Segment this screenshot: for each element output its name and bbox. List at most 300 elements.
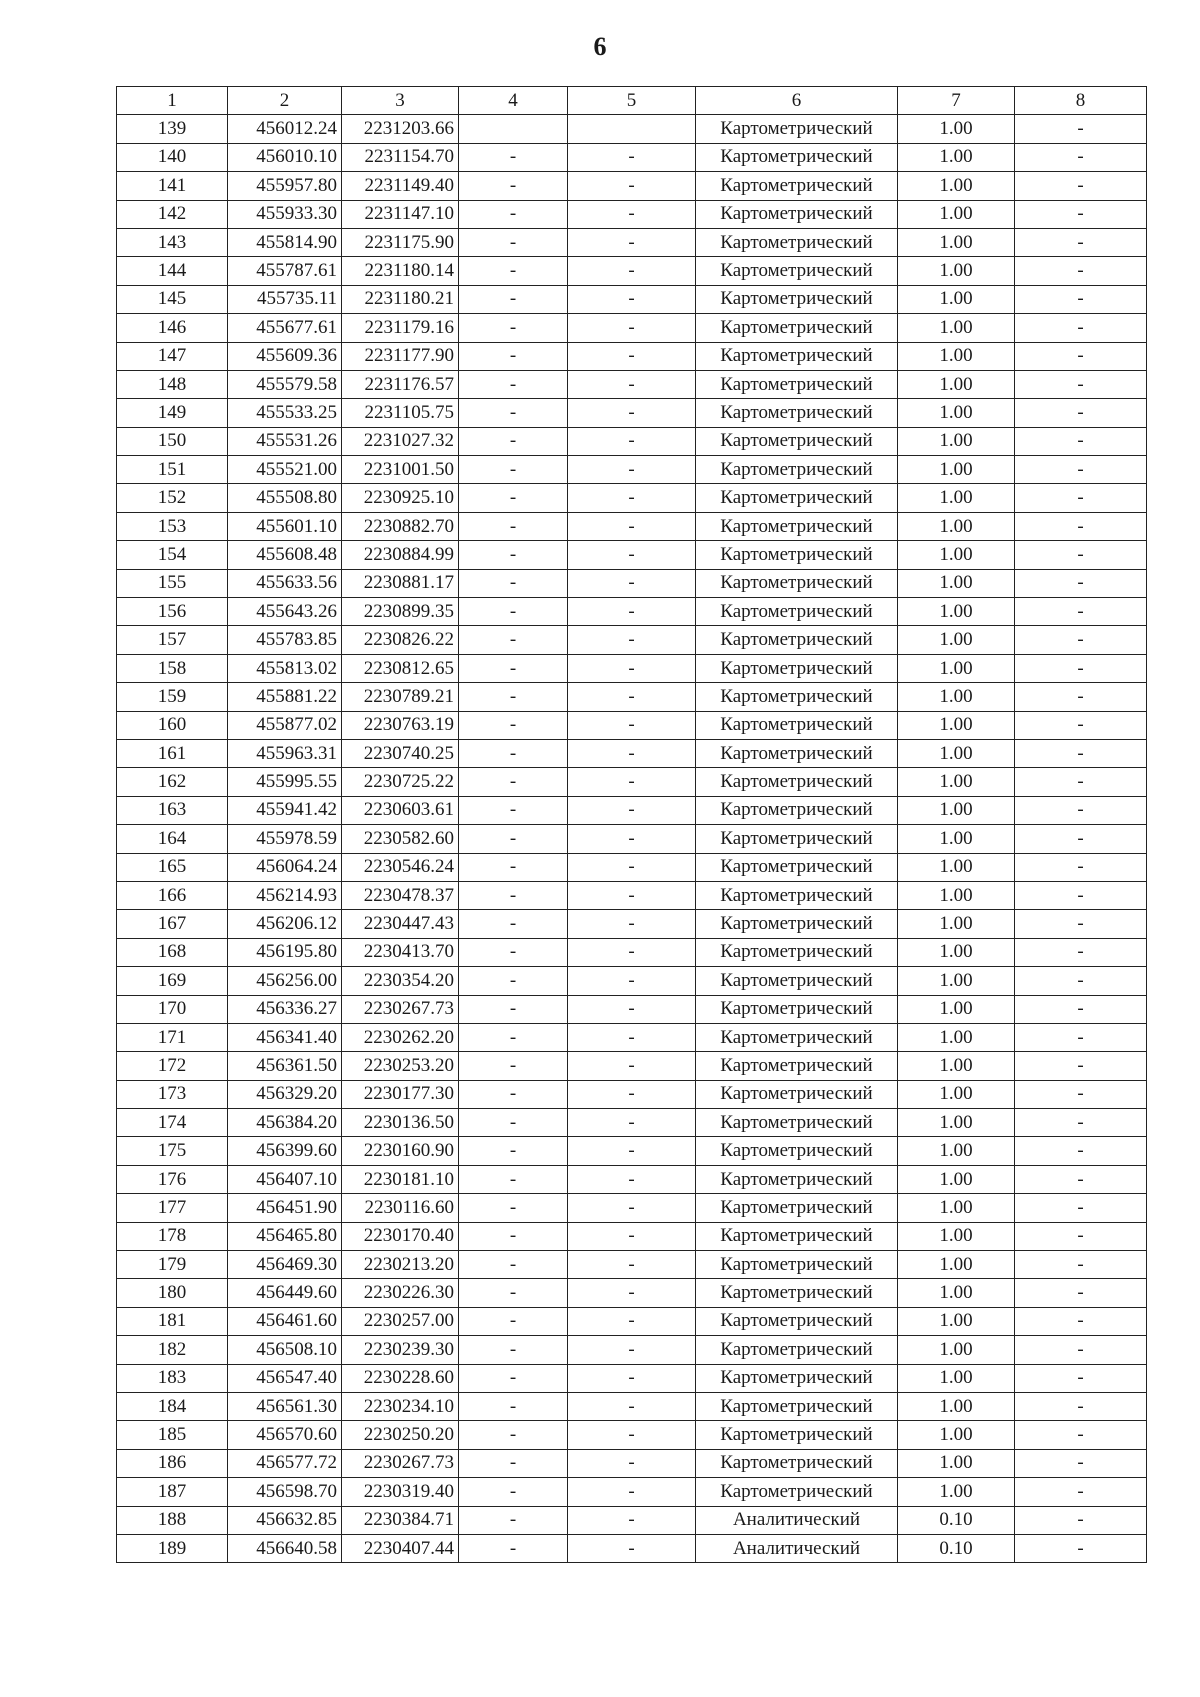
column-4-cell: -	[459, 569, 568, 597]
x-coordinate-cell: 455608.48	[228, 541, 342, 569]
table-row	[117, 427, 1147, 455]
accuracy-cell: 1.00	[898, 881, 1015, 909]
accuracy-cell: 1.00	[898, 1478, 1015, 1506]
column-8-cell: -	[1015, 683, 1147, 711]
y-coordinate-cell: 2231154.70	[342, 143, 459, 171]
method-cell: Картометрический	[696, 711, 898, 739]
table-row	[117, 1336, 1147, 1364]
point-number-cell: 170	[117, 995, 228, 1023]
method-cell: Картометрический	[696, 825, 898, 853]
accuracy-cell: 1.00	[898, 768, 1015, 796]
accuracy-cell: 1.00	[898, 143, 1015, 171]
column-8-cell: -	[1015, 1137, 1147, 1165]
x-coordinate-cell: 455813.02	[228, 654, 342, 682]
accuracy-cell: 1.00	[898, 1137, 1015, 1165]
method-cell: Картометрический	[696, 1251, 898, 1279]
accuracy-cell: 1.00	[898, 598, 1015, 626]
point-number-cell: 145	[117, 285, 228, 313]
accuracy-cell: 1.00	[898, 626, 1015, 654]
column-8-cell: -	[1015, 1421, 1147, 1449]
table-row	[117, 1222, 1147, 1250]
column-4-cell: -	[459, 1109, 568, 1137]
method-cell: Картометрический	[696, 598, 898, 626]
column-4-cell	[459, 115, 568, 143]
x-coordinate-cell: 456508.10	[228, 1336, 342, 1364]
column-5-cell: -	[568, 427, 696, 455]
column-8-cell: -	[1015, 910, 1147, 938]
column-5-cell: -	[568, 1165, 696, 1193]
x-coordinate-cell: 455633.56	[228, 569, 342, 597]
y-coordinate-cell: 2231180.21	[342, 285, 459, 313]
column-5-cell: -	[568, 1506, 696, 1534]
column-8-cell: -	[1015, 314, 1147, 342]
x-coordinate-cell: 456469.30	[228, 1251, 342, 1279]
column-4-cell: -	[459, 1336, 568, 1364]
column-header: 4	[459, 87, 568, 115]
column-8-cell: -	[1015, 739, 1147, 767]
point-number-cell: 188	[117, 1506, 228, 1534]
table-row	[117, 1165, 1147, 1193]
column-8-cell: -	[1015, 967, 1147, 995]
column-5-cell: -	[568, 1534, 696, 1562]
accuracy-cell: 1.00	[898, 512, 1015, 540]
accuracy-cell: 1.00	[898, 285, 1015, 313]
x-coordinate-cell: 455601.10	[228, 512, 342, 540]
method-cell: Картометрический	[696, 967, 898, 995]
point-number-cell: 168	[117, 938, 228, 966]
column-4-cell: -	[459, 1165, 568, 1193]
column-header: 7	[898, 87, 1015, 115]
accuracy-cell: 1.00	[898, 370, 1015, 398]
method-cell: Картометрический	[696, 342, 898, 370]
point-number-cell: 182	[117, 1336, 228, 1364]
accuracy-cell: 1.00	[898, 1194, 1015, 1222]
accuracy-cell: 1.00	[898, 910, 1015, 938]
column-5-cell: -	[568, 1392, 696, 1420]
column-5-cell: -	[568, 1251, 696, 1279]
column-4-cell: -	[459, 427, 568, 455]
accuracy-cell: 1.00	[898, 1449, 1015, 1477]
table-row	[117, 314, 1147, 342]
y-coordinate-cell: 2230899.35	[342, 598, 459, 626]
column-5-cell: -	[568, 1449, 696, 1477]
y-coordinate-cell: 2231147.10	[342, 200, 459, 228]
table-row	[117, 399, 1147, 427]
column-8-cell: -	[1015, 1449, 1147, 1477]
column-5-cell: -	[568, 1364, 696, 1392]
column-5-cell: -	[568, 1137, 696, 1165]
column-4-cell: -	[459, 1279, 568, 1307]
column-8-cell: -	[1015, 200, 1147, 228]
x-coordinate-cell: 455787.61	[228, 257, 342, 285]
method-cell: Картометрический	[696, 910, 898, 938]
x-coordinate-cell: 456195.80	[228, 938, 342, 966]
y-coordinate-cell: 2231177.90	[342, 342, 459, 370]
y-coordinate-cell: 2230413.70	[342, 938, 459, 966]
column-4-cell: -	[459, 1307, 568, 1335]
column-5-cell: -	[568, 853, 696, 881]
method-cell: Картометрический	[696, 228, 898, 256]
point-number-cell: 148	[117, 370, 228, 398]
column-5-cell: -	[568, 683, 696, 711]
table-row	[117, 598, 1147, 626]
table-row	[117, 1478, 1147, 1506]
column-8-cell: -	[1015, 427, 1147, 455]
x-coordinate-cell: 455978.59	[228, 825, 342, 853]
accuracy-cell: 1.00	[898, 484, 1015, 512]
column-4-cell: -	[459, 172, 568, 200]
column-4-cell: -	[459, 484, 568, 512]
method-cell: Картометрический	[696, 1364, 898, 1392]
method-cell: Картометрический	[696, 1336, 898, 1364]
accuracy-cell: 1.00	[898, 1222, 1015, 1250]
accuracy-cell: 1.00	[898, 456, 1015, 484]
column-4-cell: -	[459, 654, 568, 682]
point-number-cell: 174	[117, 1109, 228, 1137]
column-8-cell: -	[1015, 938, 1147, 966]
column-8-cell: -	[1015, 1080, 1147, 1108]
y-coordinate-cell: 2231027.32	[342, 427, 459, 455]
column-4-cell: -	[459, 711, 568, 739]
column-8-cell: -	[1015, 1478, 1147, 1506]
column-8-cell: -	[1015, 1251, 1147, 1279]
y-coordinate-cell: 2231176.57	[342, 370, 459, 398]
column-header: 6	[696, 87, 898, 115]
table-row	[117, 115, 1147, 143]
y-coordinate-cell: 2230319.40	[342, 1478, 459, 1506]
table-row	[117, 768, 1147, 796]
accuracy-cell: 1.00	[898, 1421, 1015, 1449]
x-coordinate-cell: 455735.11	[228, 285, 342, 313]
table-row	[117, 1506, 1147, 1534]
column-5-cell: -	[568, 569, 696, 597]
accuracy-cell: 1.00	[898, 257, 1015, 285]
column-5-cell: -	[568, 257, 696, 285]
method-cell: Картометрический	[696, 1194, 898, 1222]
x-coordinate-cell: 456064.24	[228, 853, 342, 881]
point-number-cell: 159	[117, 683, 228, 711]
column-4-cell: -	[459, 512, 568, 540]
column-4-cell: -	[459, 1251, 568, 1279]
column-4-cell: -	[459, 1421, 568, 1449]
x-coordinate-cell: 455677.61	[228, 314, 342, 342]
method-cell: Аналитический	[696, 1506, 898, 1534]
column-8-cell: -	[1015, 626, 1147, 654]
point-number-cell: 153	[117, 512, 228, 540]
table-row	[117, 683, 1147, 711]
table-row	[117, 342, 1147, 370]
x-coordinate-cell: 455933.30	[228, 200, 342, 228]
y-coordinate-cell: 2230262.20	[342, 1023, 459, 1051]
column-8-cell: -	[1015, 1307, 1147, 1335]
y-coordinate-cell: 2230925.10	[342, 484, 459, 512]
column-8-cell: -	[1015, 796, 1147, 824]
point-number-cell: 154	[117, 541, 228, 569]
x-coordinate-cell: 456206.12	[228, 910, 342, 938]
y-coordinate-cell: 2230740.25	[342, 739, 459, 767]
column-5-cell: -	[568, 1307, 696, 1335]
column-8-cell: -	[1015, 1109, 1147, 1137]
column-5-cell: -	[568, 739, 696, 767]
column-8-cell: -	[1015, 853, 1147, 881]
column-4-cell: -	[459, 370, 568, 398]
column-4-cell: -	[459, 995, 568, 1023]
point-number-cell: 150	[117, 427, 228, 455]
x-coordinate-cell: 456010.10	[228, 143, 342, 171]
x-coordinate-cell: 456598.70	[228, 1478, 342, 1506]
table-header	[117, 87, 1147, 115]
column-8-cell: -	[1015, 1534, 1147, 1562]
y-coordinate-cell: 2230546.24	[342, 853, 459, 881]
accuracy-cell: 0.10	[898, 1506, 1015, 1534]
y-coordinate-cell: 2230239.30	[342, 1336, 459, 1364]
y-coordinate-cell: 2230228.60	[342, 1364, 459, 1392]
column-5-cell: -	[568, 399, 696, 427]
point-number-cell: 161	[117, 739, 228, 767]
method-cell: Картометрический	[696, 1478, 898, 1506]
accuracy-cell: 1.00	[898, 541, 1015, 569]
column-8-cell: -	[1015, 1364, 1147, 1392]
table-row	[117, 1080, 1147, 1108]
column-4-cell: -	[459, 399, 568, 427]
x-coordinate-cell: 455963.31	[228, 739, 342, 767]
y-coordinate-cell: 2230447.43	[342, 910, 459, 938]
column-4-cell: -	[459, 257, 568, 285]
table-row	[117, 825, 1147, 853]
column-4-cell: -	[459, 1534, 568, 1562]
column-4-cell: -	[459, 1478, 568, 1506]
point-number-cell: 142	[117, 200, 228, 228]
point-number-cell: 185	[117, 1421, 228, 1449]
column-5-cell: -	[568, 1421, 696, 1449]
y-coordinate-cell: 2230884.99	[342, 541, 459, 569]
column-5-cell: -	[568, 1052, 696, 1080]
method-cell: Картометрический	[696, 370, 898, 398]
column-5-cell: -	[568, 768, 696, 796]
method-cell: Картометрический	[696, 654, 898, 682]
column-5-cell: -	[568, 825, 696, 853]
x-coordinate-cell: 456451.90	[228, 1194, 342, 1222]
table-row	[117, 257, 1147, 285]
x-coordinate-cell: 456547.40	[228, 1364, 342, 1392]
method-cell: Картометрический	[696, 768, 898, 796]
x-coordinate-cell: 455508.80	[228, 484, 342, 512]
column-5-cell: -	[568, 1478, 696, 1506]
column-4-cell: -	[459, 825, 568, 853]
x-coordinate-cell: 455881.22	[228, 683, 342, 711]
x-coordinate-cell: 455521.00	[228, 456, 342, 484]
x-coordinate-cell: 455579.58	[228, 370, 342, 398]
y-coordinate-cell: 2230267.73	[342, 1449, 459, 1477]
point-number-cell: 165	[117, 853, 228, 881]
column-8-cell: -	[1015, 456, 1147, 484]
table-row	[117, 228, 1147, 256]
y-coordinate-cell: 2230253.20	[342, 1052, 459, 1080]
table-row	[117, 484, 1147, 512]
column-4-cell: -	[459, 1392, 568, 1420]
accuracy-cell: 1.00	[898, 427, 1015, 455]
x-coordinate-cell: 455609.36	[228, 342, 342, 370]
y-coordinate-cell: 2230725.22	[342, 768, 459, 796]
y-coordinate-cell: 2230267.73	[342, 995, 459, 1023]
accuracy-cell: 1.00	[898, 1023, 1015, 1051]
column-5-cell: -	[568, 541, 696, 569]
table-row	[117, 1449, 1147, 1477]
column-8-cell: -	[1015, 1506, 1147, 1534]
column-5-cell: -	[568, 1222, 696, 1250]
table-row	[117, 1307, 1147, 1335]
method-cell: Картометрический	[696, 200, 898, 228]
x-coordinate-cell: 455877.02	[228, 711, 342, 739]
column-8-cell: -	[1015, 1165, 1147, 1193]
method-cell: Картометрический	[696, 541, 898, 569]
column-8-cell: -	[1015, 654, 1147, 682]
column-5-cell: -	[568, 938, 696, 966]
accuracy-cell: 1.00	[898, 739, 1015, 767]
column-5-cell: -	[568, 342, 696, 370]
column-5-cell: -	[568, 370, 696, 398]
column-8-cell: -	[1015, 569, 1147, 597]
column-8-cell: -	[1015, 768, 1147, 796]
table-row	[117, 569, 1147, 597]
accuracy-cell: 1.00	[898, 1080, 1015, 1108]
point-number-cell: 156	[117, 598, 228, 626]
column-8-cell: -	[1015, 399, 1147, 427]
accuracy-cell: 1.00	[898, 228, 1015, 256]
accuracy-cell: 1.00	[898, 115, 1015, 143]
x-coordinate-cell: 456570.60	[228, 1421, 342, 1449]
y-coordinate-cell: 2230160.90	[342, 1137, 459, 1165]
accuracy-cell: 1.00	[898, 1251, 1015, 1279]
column-5-cell: -	[568, 626, 696, 654]
column-5-cell: -	[568, 1080, 696, 1108]
column-5-cell: -	[568, 143, 696, 171]
column-5-cell: -	[568, 456, 696, 484]
table-row	[117, 1534, 1147, 1562]
column-8-cell: -	[1015, 1194, 1147, 1222]
y-coordinate-cell: 2230384.71	[342, 1506, 459, 1534]
table-row	[117, 285, 1147, 313]
accuracy-cell: 1.00	[898, 1279, 1015, 1307]
column-4-cell: -	[459, 598, 568, 626]
x-coordinate-cell: 455957.80	[228, 172, 342, 200]
y-coordinate-cell: 2230226.30	[342, 1279, 459, 1307]
column-4-cell: -	[459, 1194, 568, 1222]
column-8-cell: -	[1015, 1023, 1147, 1051]
x-coordinate-cell: 456336.27	[228, 995, 342, 1023]
column-4-cell: -	[459, 739, 568, 767]
column-5-cell	[568, 115, 696, 143]
column-8-cell: -	[1015, 370, 1147, 398]
method-cell: Картометрический	[696, 1109, 898, 1137]
column-8-cell: -	[1015, 143, 1147, 171]
column-5-cell: -	[568, 654, 696, 682]
x-coordinate-cell: 455995.55	[228, 768, 342, 796]
column-8-cell: -	[1015, 342, 1147, 370]
point-number-cell: 178	[117, 1222, 228, 1250]
column-5-cell: -	[568, 796, 696, 824]
table-row	[117, 143, 1147, 171]
x-coordinate-cell: 456407.10	[228, 1165, 342, 1193]
table-row	[117, 1137, 1147, 1165]
y-coordinate-cell: 2230177.30	[342, 1080, 459, 1108]
page-number: 6	[593, 32, 607, 61]
x-coordinate-cell: 455531.26	[228, 427, 342, 455]
column-4-cell: -	[459, 853, 568, 881]
method-cell: Картометрический	[696, 512, 898, 540]
table-row	[117, 796, 1147, 824]
method-cell: Картометрический	[696, 1421, 898, 1449]
accuracy-cell: 1.00	[898, 683, 1015, 711]
column-4-cell: -	[459, 1052, 568, 1080]
column-8-cell: -	[1015, 995, 1147, 1023]
point-number-cell: 140	[117, 143, 228, 171]
column-5-cell: -	[568, 598, 696, 626]
point-number-cell: 160	[117, 711, 228, 739]
column-4-cell: -	[459, 938, 568, 966]
y-coordinate-cell: 2230763.19	[342, 711, 459, 739]
point-number-cell: 181	[117, 1307, 228, 1335]
point-number-cell: 169	[117, 967, 228, 995]
point-number-cell: 151	[117, 456, 228, 484]
table-row	[117, 1194, 1147, 1222]
point-number-cell: 171	[117, 1023, 228, 1051]
coordinates-table	[116, 86, 1147, 1563]
column-4-cell: -	[459, 342, 568, 370]
column-5-cell: -	[568, 314, 696, 342]
y-coordinate-cell: 2230181.10	[342, 1165, 459, 1193]
column-5-cell: -	[568, 484, 696, 512]
x-coordinate-cell: 456256.00	[228, 967, 342, 995]
method-cell: Картометрический	[696, 1222, 898, 1250]
y-coordinate-cell: 2230257.00	[342, 1307, 459, 1335]
column-5-cell: -	[568, 967, 696, 995]
point-number-cell: 166	[117, 881, 228, 909]
table-row	[117, 739, 1147, 767]
accuracy-cell: 1.00	[898, 825, 1015, 853]
method-cell: Картометрический	[696, 484, 898, 512]
method-cell: Аналитический	[696, 1534, 898, 1562]
table-row	[117, 200, 1147, 228]
column-8-cell: -	[1015, 598, 1147, 626]
x-coordinate-cell: 456461.60	[228, 1307, 342, 1335]
point-number-cell: 152	[117, 484, 228, 512]
y-coordinate-cell: 2231203.66	[342, 115, 459, 143]
table-row	[117, 626, 1147, 654]
y-coordinate-cell: 2230826.22	[342, 626, 459, 654]
column-5-cell: -	[568, 512, 696, 540]
table-row	[117, 938, 1147, 966]
x-coordinate-cell: 456329.20	[228, 1080, 342, 1108]
point-number-cell: 144	[117, 257, 228, 285]
method-cell: Картометрический	[696, 257, 898, 285]
method-cell: Картометрический	[696, 399, 898, 427]
point-number-cell: 163	[117, 796, 228, 824]
column-4-cell: -	[459, 796, 568, 824]
column-4-cell: -	[459, 683, 568, 711]
method-cell: Картометрический	[696, 1392, 898, 1420]
table-row	[117, 172, 1147, 200]
column-8-cell: -	[1015, 1222, 1147, 1250]
accuracy-cell: 1.00	[898, 853, 1015, 881]
header-row	[117, 87, 1147, 115]
column-8-cell: -	[1015, 257, 1147, 285]
column-header: 8	[1015, 87, 1147, 115]
accuracy-cell: 1.00	[898, 1109, 1015, 1137]
y-coordinate-cell: 2231175.90	[342, 228, 459, 256]
x-coordinate-cell: 456214.93	[228, 881, 342, 909]
y-coordinate-cell: 2231001.50	[342, 456, 459, 484]
